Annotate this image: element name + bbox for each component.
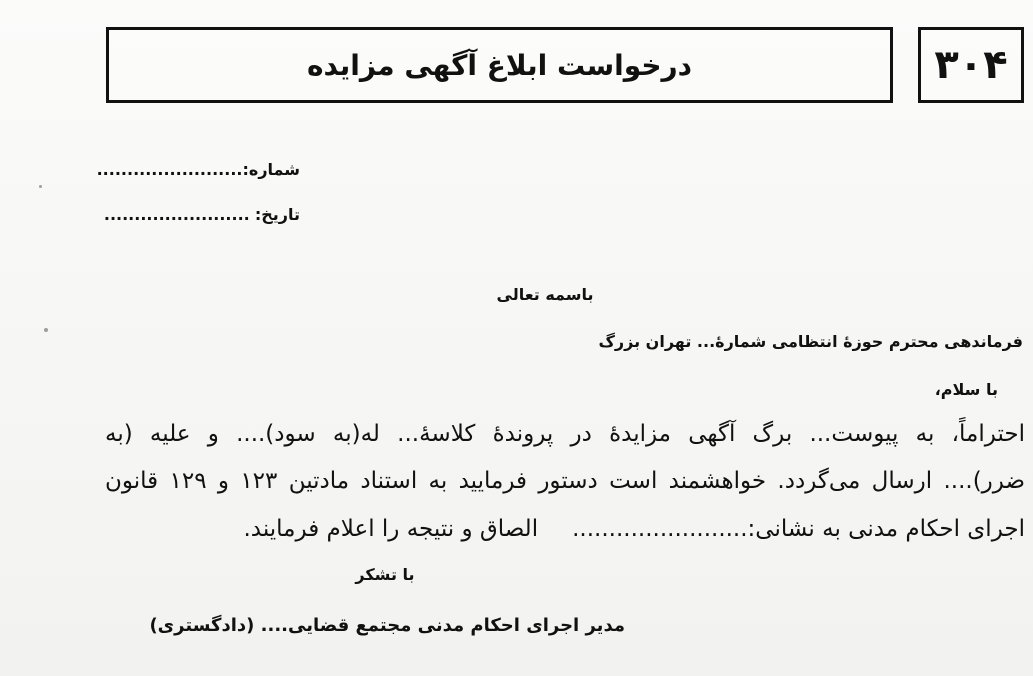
date-field — [103, 205, 300, 224]
date-placeholder: ........................ — [103, 205, 250, 224]
body-line-3-end: الصاق و نتیجه را اعلام فرمایند. — [243, 516, 539, 542]
salutation-heading: باسمه تعالی — [496, 285, 594, 304]
thanks-line: با تشکر — [355, 565, 415, 584]
title-box — [106, 27, 893, 103]
number-field — [96, 160, 300, 179]
date-label: تاریخ: — [254, 205, 300, 224]
scan-speck — [44, 328, 48, 332]
document-title: درخواست ابلاغ آگهی مزایده — [307, 48, 692, 82]
form-number: ۳۰۴ — [934, 42, 1008, 88]
number-placeholder: ........................ — [96, 160, 243, 179]
body-line-2: ضرر).... ارسال می‌گردد. خواهشمند است دستور فرمایید به استناد مادتین ۱۲۳ و ۱۲۹ قانون — [105, 468, 1025, 494]
scan-speck — [39, 185, 42, 188]
number-label: شماره: — [242, 160, 300, 179]
body-line-3-start: اجرای احکام مدنی به نشانی:........................ — [572, 516, 1025, 542]
addressee-line: فرماندهی محترم حوزهٔ انتظامی شمارهٔ... تهران بزرگ — [598, 332, 1023, 351]
body-line-3 — [105, 518, 1025, 541]
greeting-line: با سلام، — [934, 380, 998, 399]
form-number-box — [918, 27, 1024, 103]
body-line-1: احتراماً، به پیوست... برگ آگهی مزایدهٔ در پروندهٔ کلاسهٔ... له(به سود).... و علیه (به — [105, 421, 1025, 447]
signature-line: مدیر اجرای احکام مدنی مجتمع قضایی.... (دادگستری) — [149, 615, 625, 636]
